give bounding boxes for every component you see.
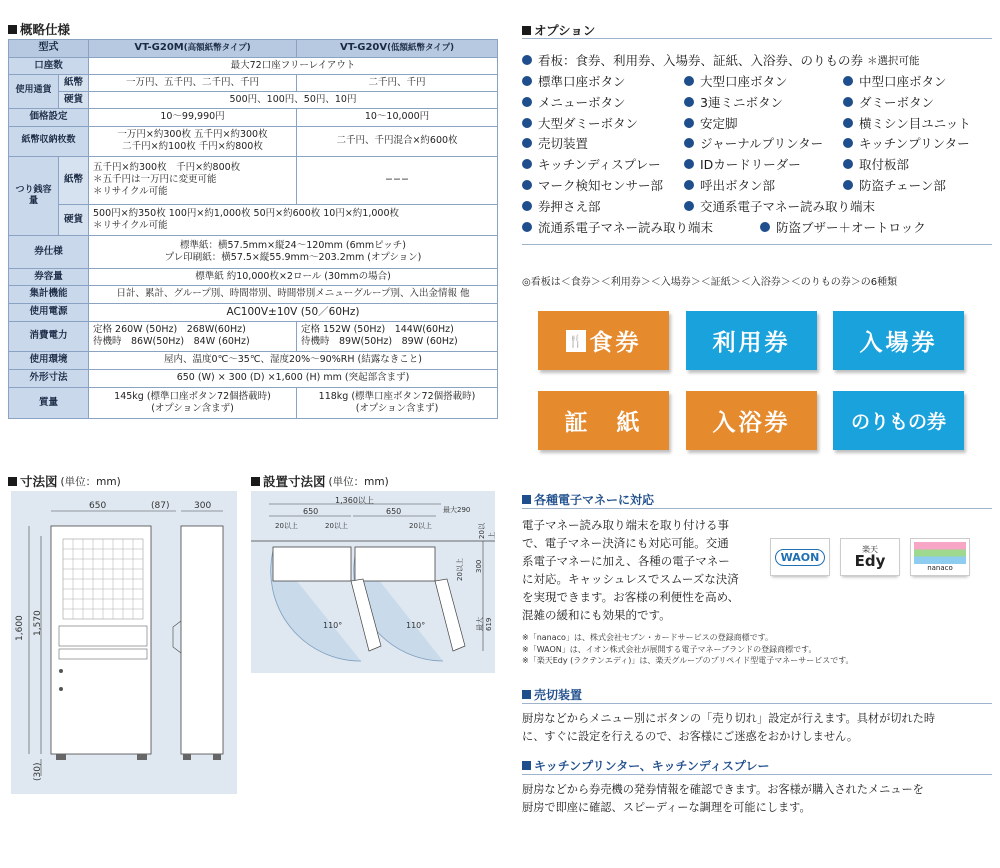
emoney-note: ※「WAON」は、イオン株式会社が展開する電子マネーブランドの登録商標です。 [522,644,817,654]
angle-110: 110° [406,621,426,630]
kitchen-title: キッチンプリンター、キッチンディスプレー [534,759,770,773]
row-label: 紙幣収納枚数 [9,126,89,156]
machine-foot [56,754,66,760]
option-item [684,72,788,90]
emoney-line: に対応。キャッシュレスでスムーズな決済 [522,572,739,586]
machine-protrusion [173,621,181,653]
header-model-a [89,40,297,58]
spec-table [8,39,498,419]
nanaco-logo [910,538,970,576]
soldout-heading [522,686,582,703]
option-item [522,197,601,215]
square-bullet-icon [522,690,531,699]
option-label: 大型口座ボタン [700,74,788,89]
option-label: 券押さえ部 [538,199,601,214]
row-value: 500円、100円、50円、10円 [89,91,498,108]
table-row [9,235,498,268]
option-item [684,134,823,152]
table-row [9,369,498,387]
install-title: 設置寸法図 [263,474,326,489]
bullet-dot-icon [684,118,694,128]
emoney-line: 電子マネー読み取り端末を取り付ける事 [522,518,729,532]
sign-box-nyuyokuken [686,391,817,450]
option-label: ダミーボタン [859,94,935,110]
spec-title: 概略仕様 [20,22,71,37]
sign-label: 入場券 [859,330,938,356]
row-value [89,204,498,235]
dim-650-a: 650 [303,507,319,516]
table-row [9,268,498,285]
header-model: 型式 [9,40,89,58]
bullet-dot-icon [684,159,694,169]
model-b-name: VT-G20V [340,42,388,53]
table-row [9,285,498,303]
row-sublabel: 紙幣 [59,74,89,91]
sign-box-shokken [538,311,669,370]
table-row [9,204,498,235]
row-sublabel: 硬貨 [59,204,89,235]
row-value: 最大72口座フリーレイアウト [89,57,498,74]
mass-b2: (オプション含まず) [355,402,439,414]
signboard-text: 看板：食券、利用券、入場券、証紙、入浴券、のりもの券 [538,53,864,68]
dim-height-1600: 1,600 [15,615,25,641]
option-label: 防盗チェーン部 [859,178,946,193]
dim-gap20: 20以上 [275,522,298,530]
option-item [843,93,934,111]
dim-width-650: 650 [89,501,107,511]
sign-label: 入浴券 [712,410,791,436]
bullet-dot-icon [684,97,694,107]
mass-a2: (オプション含まず) [151,402,234,414]
option-item [684,176,775,194]
dim-total: 1,360以上 [335,496,374,505]
option-item [843,72,947,90]
installation-svg [251,491,495,673]
option-item [522,176,663,194]
storage-a2: 二千円×約100枚 千円×約800枚 [122,141,263,152]
divider [522,244,992,245]
soldout-paragraph [522,710,997,746]
sign-box-nyujoken [833,311,964,370]
model-b-sub: (低額紙幣タイプ) [387,43,454,53]
option-item [684,155,801,173]
sign-note: ◎看板は＜食券＞＜利用券＞＜入場券＞＜証紙＞＜入浴券＞＜のりもの券＞の6種類 [522,277,898,288]
table-row [9,387,498,418]
machine-knob [59,669,63,673]
table-row [9,40,498,58]
row-label: 質量 [9,387,89,418]
row-label: 外形寸法 [9,369,89,387]
nanaco-text: nanaco [927,564,953,572]
bullet-dot-icon [522,180,532,190]
bullet-dot-icon [843,76,853,86]
bullet-dot-icon [843,138,853,148]
row-value: 屋内、温度0℃〜35℃、湿度20%〜90%RH (結露なきこと) [89,351,498,369]
option-label: マーク検知センサー部 [538,178,664,193]
kitchen-heading [522,757,769,774]
nanaco-stripes [914,542,966,564]
sign-box-riyouken [686,311,817,370]
table-row [9,126,498,156]
sign-label: 証 紙 [564,410,643,436]
row-label: 集計機能 [9,285,89,303]
option-item [522,218,713,236]
emoney-paragraph [522,516,762,624]
row-value [297,321,498,351]
ticket-2: プレ印刷紙：横57.5×縦55.9mm〜203.2mm (オプション) [164,251,422,263]
row-label: 使用環境 [9,351,89,369]
mass-a1: 145kg (標準口座ボタン72個搭載時) [114,390,271,402]
sign-box-norimonoken [833,391,964,450]
row-sublabel: 硬貨 [59,91,89,108]
dim-gap20: 20以上 [409,522,432,530]
emoney-line: 混雑の緩和にも効果的です。 [522,608,671,622]
machine-drawing-svg [11,491,237,794]
square-bullet-icon [522,26,531,35]
divider [522,38,992,39]
bullet-dot-icon [522,159,532,169]
option-item [522,114,638,132]
option-item [843,155,909,173]
table-row [9,303,498,321]
waon-logo [770,538,830,576]
dim-300: 300 [475,559,483,573]
option-signboard [522,51,920,69]
sign-label: 食券 [589,330,642,356]
machine-panel [59,649,147,659]
square-bullet-icon [522,495,531,504]
model-a-sub: (高額紙幣タイプ) [183,43,251,53]
bullet-dot-icon [522,201,532,211]
option-item [684,114,738,132]
option-label: キッチンディスプレー [538,157,661,173]
edy-top-text: 楽天 [862,544,878,554]
bullet-dot-icon [522,76,532,86]
row-value: 10〜10,000円 [297,108,498,126]
dims-unit: (単位：mm) [60,475,121,488]
install-unit: (単位：mm) [328,475,389,488]
row-label: 使用電源 [9,303,89,321]
row-value [89,235,498,268]
row-value [89,321,297,351]
row-value [89,387,297,418]
row-label: 価格設定 [9,108,89,126]
option-item [843,134,970,152]
dim-30: (30) [33,762,43,781]
option-label: 防盗ブザー＋オートロック [776,220,926,235]
dims-title: 寸法図 [20,474,58,489]
divider [522,774,992,775]
square-bullet-icon [8,25,17,34]
table-row [9,57,498,74]
soldout-title: 売切装置 [534,688,583,702]
square-bullet-icon [522,761,531,770]
change-coin-1: 500円×約350枚 100円×約1,000枚 50円×約600枚 10円×約1,000枚 [93,207,399,219]
edy-text: Edy [854,551,886,570]
fork-knife-icon: 🍴 [566,330,586,352]
table-row [9,108,498,126]
machine-foot [137,754,147,760]
sign-label: のりもの券 [850,411,946,433]
bullet-dot-icon [522,55,532,65]
waon-text: WAON [775,549,826,566]
bullet-dot-icon [522,138,532,148]
bullet-dot-icon [843,118,853,128]
option-item [522,93,626,111]
row-value: 標準紙 約10,000枚×2ロール (30mmの場合) [89,268,498,285]
row-label: 使用通貨 [9,74,59,108]
dim-max619: 最大619 [476,617,493,631]
row-value: 650 (W) × 300 (D) ×1,600 (H) mm (突起部含まず) [89,369,498,387]
row-value: 10〜99,990円 [89,108,297,126]
dim-650-b: 650 [386,507,402,516]
storage-a1: 一万円×約300枚 五千円×約300枚 [117,129,268,141]
row-label: 口座数 [9,57,89,74]
dim-gap20: 20以上 [325,522,348,530]
option-label: ジャーナルプリンター [700,136,824,152]
row-value [297,387,498,418]
options-title: オプション [534,23,596,38]
machine-top-view [355,547,435,581]
bullet-dot-icon [522,222,532,232]
emoney-line: で、電子マネー決済にも対応可能。交通 [522,536,729,550]
option-label: IDカードリーダー [700,157,801,173]
dim-max290: 最大290 [443,506,471,514]
emoney-note: ※「nanaco」は、株式会社セブン・カードサービスの登録商標です。 [522,633,773,642]
bullet-dot-icon [684,180,694,190]
row-value: 一万円、五千円、二千円、千円 [89,74,297,91]
row-value: −−− [297,156,498,204]
soldout-line: に、すぐに設定を行えるので、お客様にご迷惑をおかけしません。 [522,730,859,743]
row-label: 券仕様 [9,235,89,268]
option-item [522,72,626,90]
dim-height-1570: 1,570 [33,610,43,636]
option-item [684,93,783,111]
install-section-title [251,472,389,490]
soldout-line: 厨房などからメニュー別にボタンの「売り切れ」設定が行えます。具材が切れた時 [522,712,936,725]
option-item [522,155,661,173]
cons-a1: 定格 260W (50Hz) 268W(60Hz) [93,324,246,336]
model-a-name: VT-G20M [134,42,184,53]
edy-logo [840,538,900,576]
change-bill-a3: ＊リサイクル可能 [93,185,168,197]
ticket-1: 標準紙：横57.5mm×縦24〜120mm (6mmピッチ) [180,239,406,251]
header-model-b [297,40,498,58]
row-label: 消費電力 [9,321,89,351]
row-value: 日計、累計、グループ別、時間帯別、時間帯別メニューグループ別、入出金情報 他 [89,285,498,303]
option-item [522,134,588,152]
dim-87: (87) [151,501,170,511]
emoney-line: 系電子マネーに加え、各種の電子マネー [522,554,730,568]
spec-section-title [8,20,70,38]
emoney-title: 各種電子マネーに対応 [534,493,655,507]
option-label: 取付板部 [859,157,910,173]
row-value [89,156,297,204]
option-label: 交通系電子マネー読み取り端末 [700,199,876,214]
square-bullet-icon [8,477,17,486]
row-sublabel: 紙幣 [59,156,89,204]
bullet-dot-icon [760,222,770,232]
dims-section-title [8,472,121,490]
change-bill-a2: ＊五千円は一万円に変更可能 [93,174,217,186]
cons-b2: 待機時 89W(50Hz) 89W (60Hz) [301,336,458,348]
machine-top-view [273,547,351,581]
options-section-title [522,21,595,39]
bullet-dot-icon [522,97,532,107]
dim-gap20: 20以上 [478,523,496,539]
dim-depth-300: 300 [194,501,212,511]
machine-foot [183,754,191,760]
installation-drawing [251,491,495,673]
option-item [760,218,926,236]
option-label: 大型ダミーボタン [538,115,639,131]
row-label: 券容量 [9,268,89,285]
angle-110: 110° [323,621,343,630]
table-row [9,321,498,351]
option-item [684,197,875,215]
table-row [9,91,498,108]
option-label: 横ミシン目ユニット [859,115,971,131]
row-value: 二千円、千円 [297,74,498,91]
option-label: 中型口座ボタン [859,74,947,89]
open-door [435,579,465,651]
emoney-line: を実現できます。お客様の利便性を高め、 [522,590,740,604]
kitchen-paragraph [522,781,997,817]
emoney-notes [522,632,854,667]
bullet-dot-icon [684,201,694,211]
option-label: 安定脚 [700,115,738,131]
option-label: メニューボタン [538,94,626,110]
row-value: 二千円、千円混合×約600枚 [297,126,498,156]
divider [522,703,992,704]
change-coin-2: ＊リサイクル可能 [93,219,168,231]
cons-a2: 待機時 86W(50Hz) 84W (60Hz) [93,336,250,348]
emoney-heading [522,491,654,508]
table-row [9,74,498,91]
sign-box-shoshi [538,391,669,450]
signboard-note: ＊選択可能 [867,54,920,67]
machine-side [181,526,223,754]
bullet-dot-icon [843,180,853,190]
machine-knob [59,687,63,691]
option-label: 売切装置 [538,136,589,152]
cons-b1: 定格 152W (50Hz) 144W(60Hz) [301,324,454,336]
bullet-dot-icon [522,118,532,128]
button-grid [63,539,143,619]
kitchen-line: 厨房で即座に確認、スピーディーな調理を可能にします。 [522,801,811,814]
dim-gap20: 20以上 [456,558,464,581]
row-value: AC100V±10V (50／60Hz) [89,303,498,321]
table-row [9,156,498,204]
option-label: 呼出ボタン部 [700,178,776,193]
row-label: つり銭容量 [9,156,59,235]
kitchen-line: 厨房などから券売機の発券情報を確認できます。お客様が購入されたメニューを [522,783,924,796]
emoney-note: ※「楽天Edy (ラクテンエディ)」は、楽天グループのプリペイド型電子マネーサービスです。 [522,656,854,665]
option-label: 3連ミニボタン [700,94,783,110]
divider [522,508,992,509]
option-item [843,114,971,132]
machine-foot [213,754,221,760]
option-label: 流通系電子マネー読み取り端末 [538,220,714,235]
option-label: キッチンプリンター [859,136,970,152]
table-row [9,351,498,369]
square-bullet-icon [251,477,260,486]
machine-panel [59,626,147,646]
option-label: 標準口座ボタン [538,74,626,89]
option-item [843,176,946,194]
sign-label: 利用券 [712,330,791,356]
bullet-dot-icon [684,138,694,148]
bullet-dot-icon [843,97,853,107]
bullet-dot-icon [843,159,853,169]
mass-b1: 118kg (標準口座ボタン72個搭載時) [318,390,476,402]
row-value [89,126,297,156]
change-bill-a1: 五千円×約300枚 千円×約800枚 [93,162,241,174]
dimension-drawing [11,491,237,794]
bullet-dot-icon [684,76,694,86]
